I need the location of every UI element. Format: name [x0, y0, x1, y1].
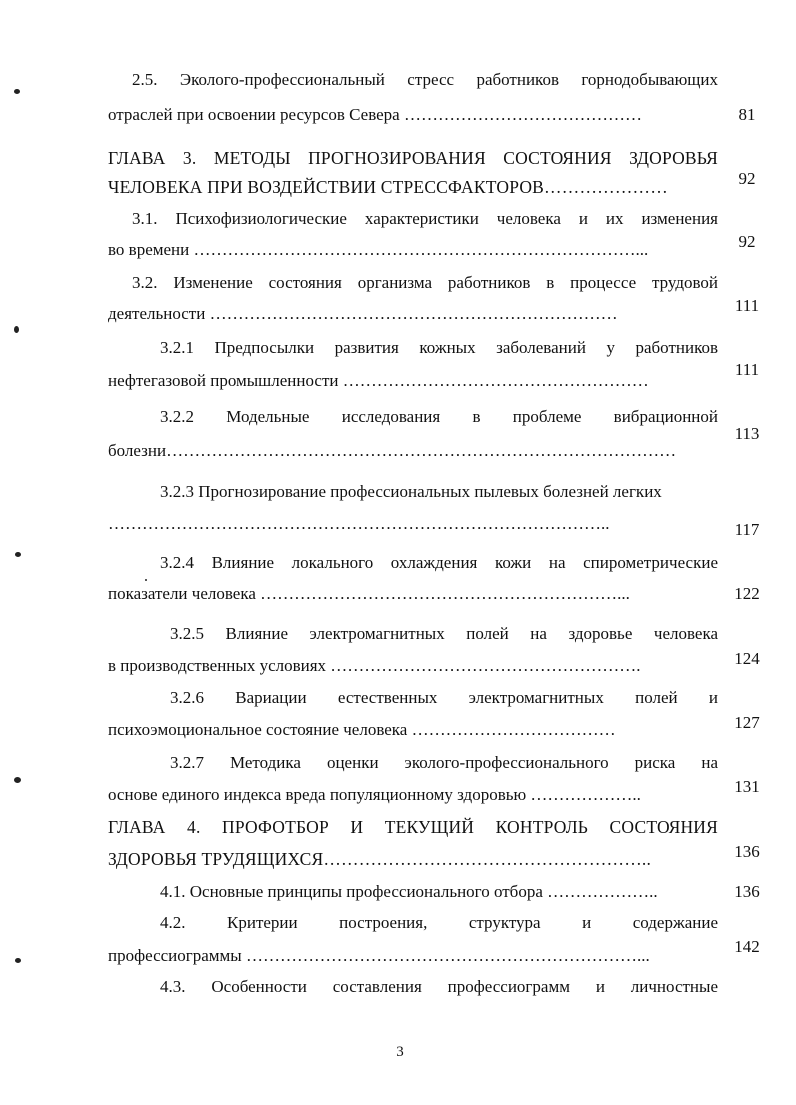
chapter-heading-line: ГЛАВА 3. МЕТОДЫ ПРОГНОЗИРОВАНИЯ СОСТОЯНИЯ ЗДОРОВЬЯ	[108, 148, 718, 168]
chapter-heading-line: ЧЕЛОВЕКА ПРИ ВОЗДЕЙСТВИИ СТРЕССФАКТОРОВ…………………	[108, 177, 668, 197]
toc-entry-line: 3.2.1 Предпосылки развития кожных заболеваний у работников	[160, 338, 718, 357]
scan-mark	[14, 777, 21, 783]
toc-entry-line: во времени ……………………………………………………………………...	[108, 240, 649, 259]
toc-entry-line: основе единого индекса вреда популяционному здоровью ………………..	[108, 785, 641, 804]
toc-entry-line: 3.2.3 Прогнозирование профессиональных пылевых болезней легких	[160, 482, 662, 501]
scan-mark	[145, 579, 147, 581]
toc-entry-line: отраслей при освоении ресурсов Севера ……………………………………	[108, 105, 642, 124]
toc-page-number: 92	[738, 232, 756, 251]
toc-entry-line: 3.1. Психофизиологические характеристики человека и их изменения	[132, 209, 718, 228]
chapter-heading-line: ЗДОРОВЬЯ ТРУДЯЩИХСЯ………………………………………………..	[108, 849, 652, 869]
toc-entry-line: 4.1. Основные принципы профессионального отбора ………………..	[160, 882, 658, 901]
scan-mark	[14, 326, 19, 333]
toc-entry-line: психоэмоциональное состояние человека ………………………………	[108, 720, 616, 739]
toc-entry-line: 2.5. Эколого-профессиональный стресс работников горнодобывающих	[132, 70, 718, 89]
toc-entry-line: 3.2.7 Методика оценки эколого-профессионального риска на	[170, 753, 718, 772]
toc-entry-line: профессиограммы ……………………………………………………………...	[108, 946, 650, 965]
toc-page-number: 111	[734, 360, 760, 379]
toc-entry-line: 3.2.2 Модельные исследования в проблеме вибрационной	[160, 407, 718, 426]
toc-page-number: 117	[734, 520, 760, 539]
toc-entry-line: нефтегазовой промышленности ………………………………………………	[108, 371, 649, 390]
toc-entry-line: 3.2.5 Влияние электромагнитных полей на здоровье человека	[170, 624, 718, 643]
toc-entry-line: 4.2. Критерии построения, структура и содержание	[160, 913, 718, 932]
toc-entry-line: показатели человека ………………………………………………………...	[108, 584, 630, 603]
toc-page-number: 124	[734, 649, 760, 668]
toc-entry-line: 3.2. Изменение состояния организма работников в процессе трудовой	[132, 273, 718, 292]
page-footer-number: 3	[396, 1044, 404, 1060]
toc-entry-line: в производственных условиях ……………………………………………….	[108, 656, 641, 675]
chapter-heading-line: ГЛАВА 4. ПРОФОТБОР И ТЕКУЩИЙ КОНТРОЛЬ СОСТОЯНИЯ	[108, 817, 718, 837]
toc-entry-line: 3.2.6 Вариации естественных электромагнитных полей и	[170, 688, 718, 707]
toc-page-number: 131	[734, 777, 760, 796]
scan-mark	[15, 958, 21, 963]
toc-page-number: 142	[734, 937, 760, 956]
toc-entry-line: болезни………………………………………………………………………………	[108, 441, 677, 460]
scan-mark	[14, 89, 20, 94]
toc-page-number: 136	[734, 842, 760, 861]
toc-page-number: 136	[734, 882, 760, 901]
toc-entry-line: деятельности ………………………………………………………………	[108, 304, 618, 323]
scan-mark	[15, 552, 21, 557]
toc-entry-line: 4.3. Особенности составления профессиограмм и личностные	[160, 977, 718, 996]
toc-page-number: 92	[738, 169, 756, 188]
toc-page-number: 113	[734, 424, 760, 443]
toc-page-number: 81	[738, 105, 756, 124]
toc-page-number: 127	[734, 713, 760, 732]
toc-entry-line: ……………………………………………………………………………..	[108, 514, 610, 533]
toc-entry-line: 3.2.4 Влияние локального охлаждения кожи на спирометрические	[160, 553, 718, 572]
toc-page-number: 111	[734, 296, 760, 315]
toc-page-number: 122	[734, 584, 760, 603]
